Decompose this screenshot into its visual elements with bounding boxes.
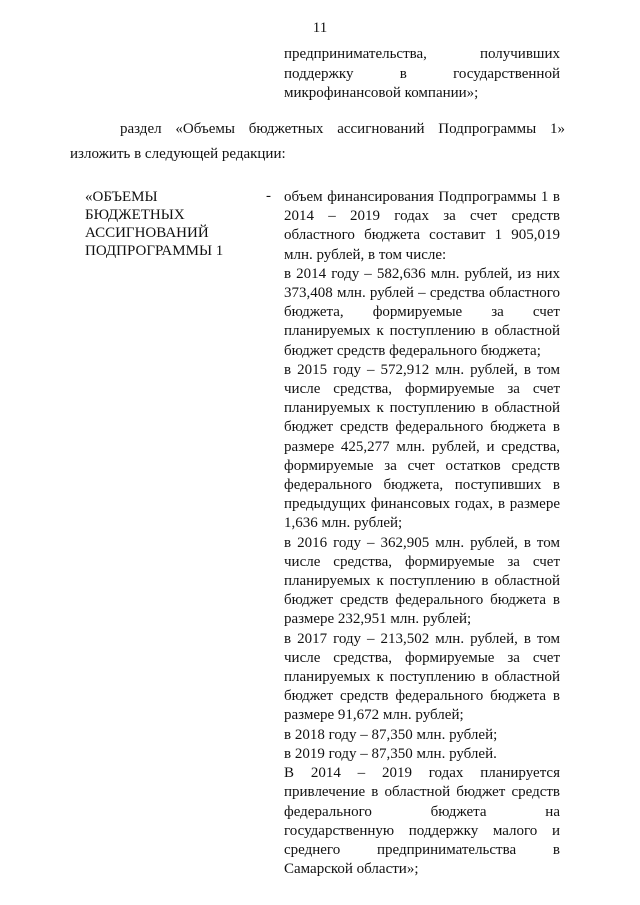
- label-line: ПОДПРОГРАММЫ 1: [85, 243, 224, 259]
- separator-dash: -: [266, 188, 271, 204]
- previous-text-tail: предпринимательства, получивших поддержку в государственной микрофинансовой компании»;: [284, 46, 560, 101]
- funding-2015-paragraph: в 2015 году – 572,912 млн. рублей, в том числе средства, формируемые за счет планируемых к поступлению в областной бюджет средств федерального бюджета в размере 425,277 млн. рублей, и средства, формируемые за счет остатков средств федерального бюджета, поступивших в предыдущих финансовых годах, в размере 1,636 млн. рублей;: [284, 361, 560, 532]
- section-intro-line-2: изложить в следующей редакции:: [70, 146, 286, 162]
- funding-2014-paragraph: в 2014 году – 582,636 млн. рублей, из них 373,408 млн. рублей – средства областного бюджета, формируемые за счет планируемых к поступлению в областной бюджет средств федерального бюджета;: [284, 265, 560, 359]
- label-line: БЮДЖЕТНЫХ: [85, 207, 185, 223]
- section-intro-line: раздел «Объемы бюджетных ассигнований Подпрограммы 1»: [120, 121, 565, 137]
- federal-funding-paragraph: В 2014 – 2019 годах планируется привлечение в областной бюджет средств федерального бюджета на государственную поддержку малого и среднего предпринимательства в Самарской области»;: [284, 765, 560, 878]
- funding-2019-paragraph: в 2019 году – 87,350 млн. рублей.: [284, 745, 497, 762]
- funding-total-paragraph: объем финансирования Подпрограммы 1 в 2014 – 2019 годах за счет средств областного бюджета составит 1 905,019 млн. рублей, в том числе:: [284, 189, 560, 263]
- label-line: «ОБЪЕМЫ: [85, 189, 158, 205]
- funding-2017-paragraph: в 2017 году – 213,502 млн. рублей, в том числе средства, формируемые за счет планируемых к поступлению в областной бюджет средств федерального бюджета в размере 91,672 млн. рублей;: [284, 630, 560, 724]
- table-row-label: [85, 188, 250, 260]
- funding-2016-paragraph: в 2016 году – 362,905 млн. рублей, в том числе средства, формируемые за счет планируемых к поступлению в областной бюджет средств федерального бюджета в размере 232,951 млн. рублей;: [284, 534, 560, 628]
- label-line: АССИГНОВАНИЙ: [85, 225, 209, 241]
- page-number: 11: [312, 20, 328, 36]
- funding-2018-paragraph: в 2018 году – 87,350 млн. рублей;: [284, 726, 498, 743]
- table-row-content: [284, 188, 560, 879]
